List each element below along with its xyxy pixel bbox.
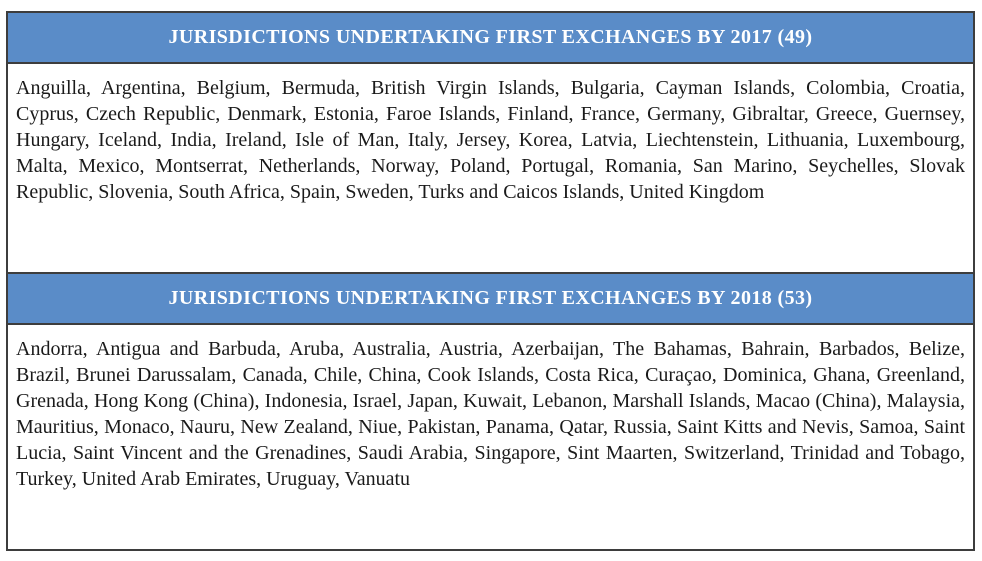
section-2017-title: JURISDICTIONS UNDERTAKING FIRST EXCHANGES BY 2017 (49): [168, 26, 813, 48]
section-2018-content-cell: [6, 325, 975, 551]
section-2018-title: JURISDICTIONS UNDERTAKING FIRST EXCHANGES BY 2018 (53): [168, 287, 813, 309]
jurisdictions-table: [6, 11, 975, 551]
section-2017-header-band: [6, 11, 975, 64]
jurisdictions-2018-list: Andorra, Antigua and Barbuda, Aruba, Australia, Austria, Azerbaijan, The Bahamas, Bahrain, Barbados, Belize, Brazil, Brunei Darussalam, Canada, Chile, China, Cook Islands, Costa Rica, Curaçao, Dominica, Ghana, Greenland, Grenada, Hong Kong (China), Indonesia, Israel, Japan, Kuwait, Lebanon, Marshall Islands, Macao (China), Malaysia, Mauritius, Monaco, Nauru, New Zealand, Niue, Pakistan, Panama, Qatar, Russia, Saint Kitts and Nevis, Samoa, Saint Lucia, Saint Vincent and the Grenadines, Saudi Arabia, Singapore, Sint Maarten, Switzerland, Trinidad and Tobago, Turkey, United Arab Emirates, Uruguay, Vanuatu: [16, 338, 965, 490]
section-2017-content-cell: [6, 64, 975, 272]
jurisdictions-2017-list: Anguilla, Argentina, Belgium, Bermuda, British Virgin Islands, Bulgaria, Cayman Islands, Colombia, Croatia, Cyprus, Czech Republic, Denmark, Estonia, Faroe Islands, Finland, France, Germany, Gibraltar, Greece, Guernsey, Hungary, Iceland, India, Ireland, Isle of Man, Italy, Jersey, Korea, Latvia, Liechtenstein, Lithuania, Luxembourg, Malta, Mexico, Montserrat, Netherlands, Norway, Poland, Portugal, Romania, San Marino, Seychelles, Slovak Republic, Slovenia, South Africa, Spain, Sweden, Turks and Caicos Islands, United Kingdom: [16, 77, 965, 203]
section-2018-header-band: [6, 272, 975, 325]
